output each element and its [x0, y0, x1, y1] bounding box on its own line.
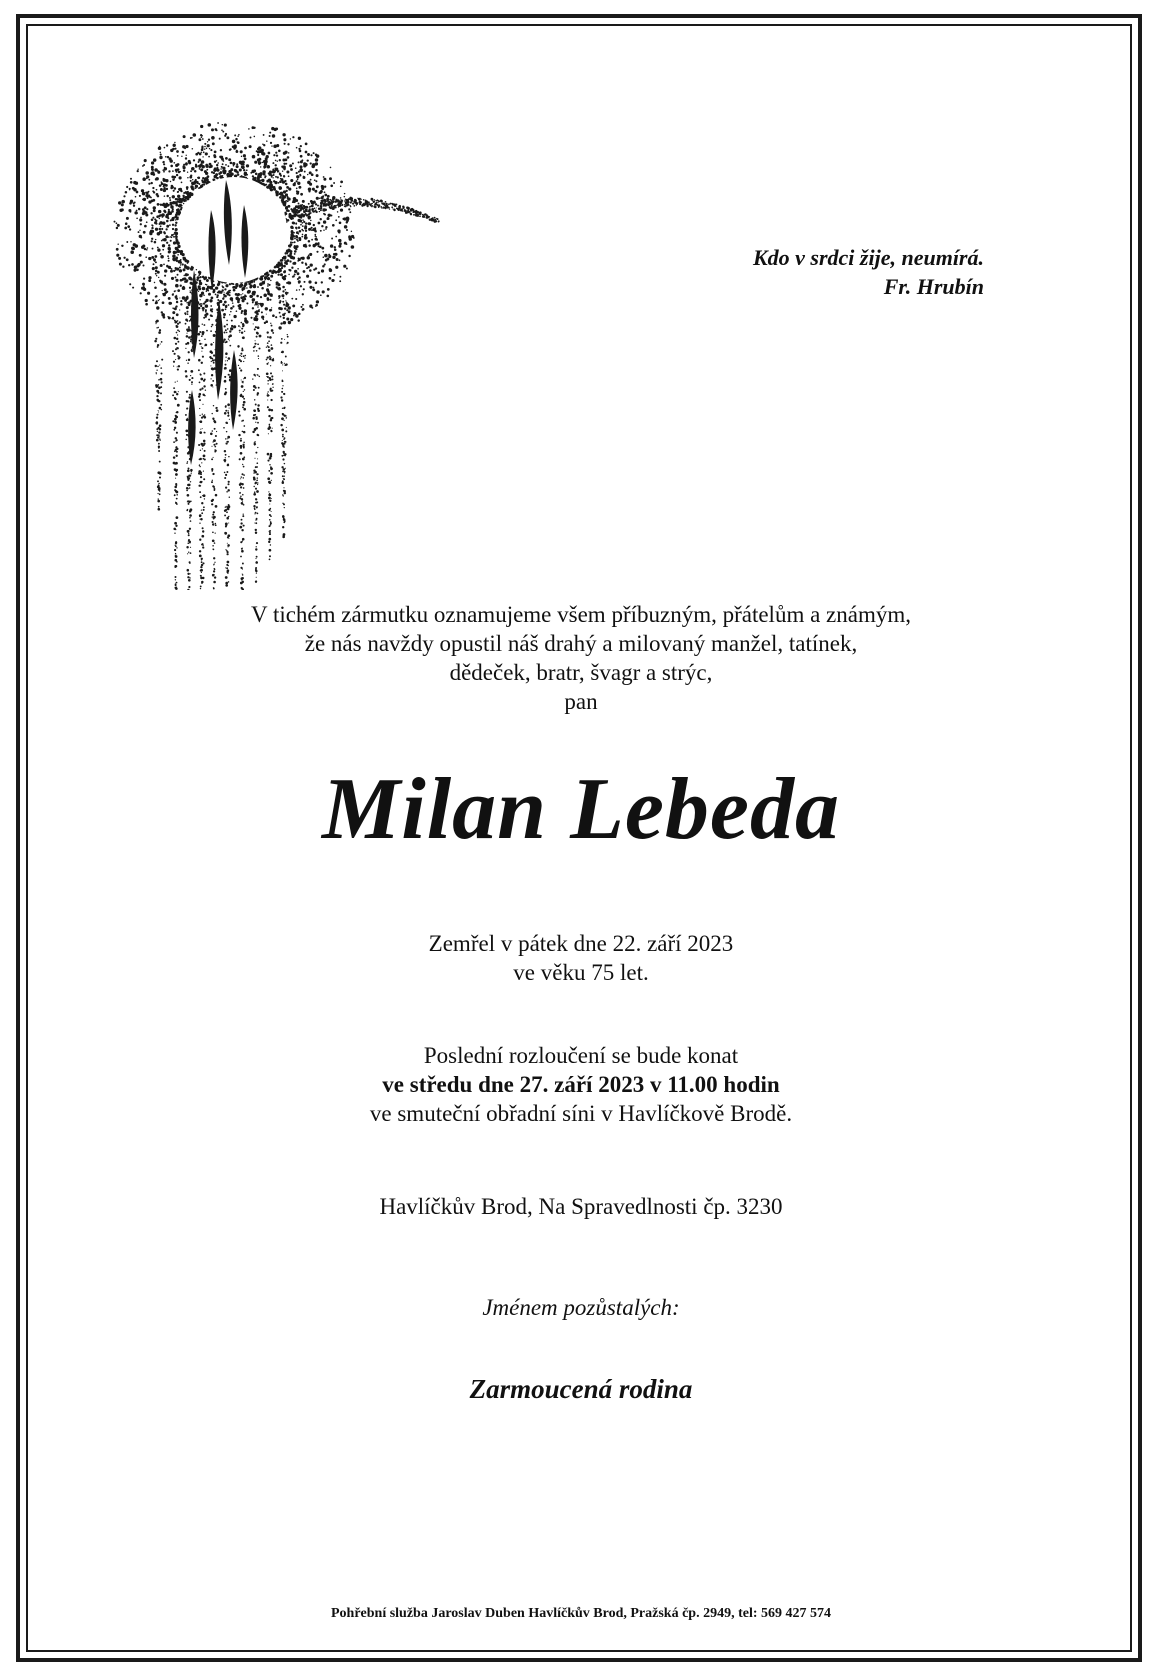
farewell-line-1: Poslední rozloučení se bude konat — [423, 1043, 739, 1068]
farewell-datetime: ve středu dne 27. září 2023 v 11.00 hodin — [382, 1072, 780, 1097]
funeral-service-footer: Pohřební služba Jaroslav Duben Havlíčkův Brod, Pražská čp. 2949, tel: 569 427 574 — [330, 1606, 831, 1621]
intro-line-3: dědeček, bratr, švagr a strýc, — [449, 660, 713, 685]
epigraph-text: Kdo v srdci žije, neumírá. — [752, 245, 984, 270]
moon-disc — [181, 177, 287, 283]
epigraph-author: Fr. Hrubín — [883, 274, 984, 299]
candle-flame-illustration — [84, 100, 474, 590]
funeral-info — [0, 1041, 1162, 1128]
death-info — [0, 929, 1162, 987]
address: Havlíčkův Brod, Na Spravedlnosti čp. 3230 — [379, 1194, 783, 1219]
intro-line-1: V tichém zármutku oznamujeme všem příbuzným, přátelům a známým, — [251, 602, 911, 627]
death-date: Zemřel v pátek dne 22. září 2023 — [428, 931, 734, 956]
intro-line-2: že nás navždy opustil náš drahý a milovaný manžel, tatínek, — [304, 631, 858, 656]
announcement-intro — [0, 600, 1162, 716]
intro-line-4: pan — [564, 689, 598, 714]
on-behalf-label: Jménem pozůstalých: — [482, 1295, 680, 1320]
stipple-cloud — [114, 122, 440, 590]
death-age: ve věku 75 let. — [513, 960, 649, 985]
epigraph — [753, 243, 984, 301]
farewell-place: ve smuteční obřadní síni v Havlíčkově Brodě. — [369, 1101, 793, 1126]
deceased-name: Milan Lebeda — [322, 761, 840, 858]
family-signature: Zarmoucená rodina — [469, 1374, 693, 1404]
